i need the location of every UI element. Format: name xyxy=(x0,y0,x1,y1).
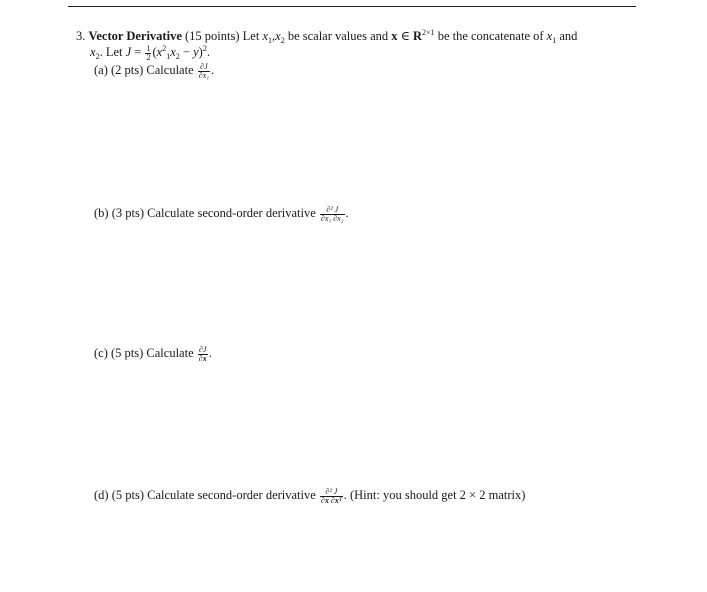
part-points: (3 pts) xyxy=(111,206,144,220)
part-label: (b) xyxy=(94,206,109,220)
fraction-numerator: ∂J xyxy=(198,344,207,354)
subscript: 2 xyxy=(95,52,100,61)
bold-r: R xyxy=(413,29,423,43)
part-text: Calculate xyxy=(146,63,194,77)
paren-close: ) xyxy=(198,45,203,59)
text-concatenate: be the concatenate of xyxy=(437,29,544,43)
period: . xyxy=(345,206,349,220)
part-c xyxy=(94,345,212,363)
hint-text: (Hint: you should get 2 × 2 matrix) xyxy=(349,488,526,502)
var-y: y xyxy=(193,45,199,59)
period: . xyxy=(99,45,103,59)
top-rule xyxy=(68,6,636,7)
part-b xyxy=(94,205,349,223)
fraction-numerator: 1 xyxy=(146,43,151,53)
var-x2: x xyxy=(170,45,176,59)
var-x2: x xyxy=(275,29,281,43)
element-of-symbol: ∈ xyxy=(400,29,410,43)
half-fraction xyxy=(145,45,151,62)
part-text: Calculate xyxy=(146,346,194,360)
part-a xyxy=(94,62,214,80)
subscript: 1 xyxy=(268,36,272,45)
bold-x: x xyxy=(391,29,398,43)
part-d xyxy=(94,487,525,505)
part-text: Calculate second-order derivative xyxy=(147,488,316,502)
period: . xyxy=(211,63,215,77)
comma: , xyxy=(272,29,276,43)
fraction-denominator: ∂x ∂xᵀ xyxy=(320,495,342,505)
part-label: (a) xyxy=(94,63,108,77)
subscript: 1 xyxy=(552,36,557,45)
period: . xyxy=(343,488,347,502)
subscript: 2 xyxy=(175,52,180,61)
part-text: Calculate second-order derivative xyxy=(147,206,316,220)
superscript: 2 xyxy=(202,44,207,53)
fraction-numerator: ∂J xyxy=(198,63,210,72)
text-and: and xyxy=(559,29,578,43)
superscript: 2 xyxy=(162,44,167,53)
part-label: (c) xyxy=(94,346,108,360)
problem-title: Vector Derivative xyxy=(88,29,182,43)
fraction-numerator: ∂² J xyxy=(320,488,343,497)
period: . xyxy=(206,45,210,59)
problem-points: (15 points) xyxy=(185,29,240,43)
text-let: Let xyxy=(242,29,260,43)
fraction-denominator: ∂x₁ xyxy=(198,70,210,80)
derivative-fraction xyxy=(320,206,345,223)
part-label: (d) xyxy=(94,488,109,502)
var-x2: x xyxy=(90,45,96,59)
fraction-denominator: 2 xyxy=(146,52,151,62)
var-j: J xyxy=(125,45,132,59)
part-points: (5 pts) xyxy=(111,488,144,502)
var-x1: x xyxy=(546,29,553,43)
subscript: 2 xyxy=(280,36,285,45)
text-let: Let xyxy=(105,45,123,59)
part-points: (2 pts) xyxy=(111,63,144,77)
minus-sign: − xyxy=(182,45,190,59)
var-x1: x xyxy=(156,45,163,59)
equals-sign: = xyxy=(134,45,142,59)
text-be-scalar: be scalar values and xyxy=(287,29,389,43)
paren-open: ( xyxy=(152,45,157,59)
period: . xyxy=(208,346,212,360)
problem-number: 3. xyxy=(76,29,86,43)
derivative-fraction xyxy=(198,346,208,363)
var-x1: x xyxy=(262,29,268,43)
fraction-denominator: ∂x xyxy=(198,353,207,363)
fraction-numerator: ∂² J xyxy=(320,206,345,215)
subscript: 1 xyxy=(166,52,171,61)
derivative-fraction xyxy=(198,63,210,80)
derivative-fraction xyxy=(320,488,343,505)
part-points: (5 pts) xyxy=(111,346,144,360)
dimension-superscript: 2×1 xyxy=(422,28,435,37)
fraction-denominator: ∂x₁ ∂x₂ xyxy=(320,213,344,223)
